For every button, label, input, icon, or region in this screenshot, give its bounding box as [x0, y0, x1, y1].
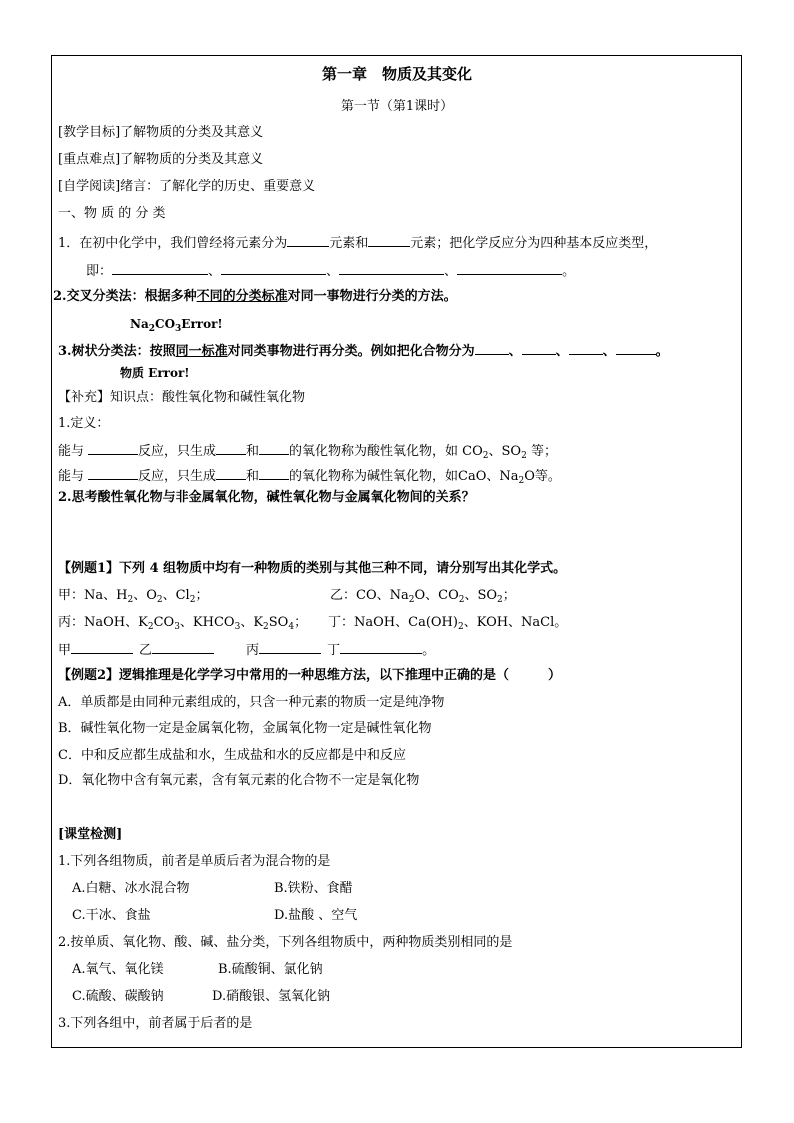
- option-a: A．单质都是由同种元素组成的，只含一种元素的物质一定是纯净物: [58, 695, 445, 710]
- example-2: 【例题2】逻辑推理是化学学习中常用的一种思维方法，以下推理中正确的是（ ）: [58, 668, 562, 683]
- formula-part: O、CO: [414, 588, 459, 603]
- separator: 、: [555, 344, 569, 359]
- formula-part: ；: [195, 588, 209, 603]
- formula-part: CO: [153, 615, 175, 630]
- example-1-group-yi: [330, 588, 516, 604]
- def-text: 、SO: [488, 444, 522, 459]
- answer-label: 丁: [327, 643, 341, 658]
- example-1-group-ding: [328, 615, 567, 631]
- subscript: 2: [521, 451, 527, 461]
- blank: [616, 342, 656, 355]
- def-text: 能与: [58, 469, 85, 484]
- check-2-option-c: C.硫酸、碳酸钠: [72, 989, 164, 1004]
- blank: [152, 641, 214, 654]
- blank: [216, 442, 246, 455]
- subscript: 2: [518, 476, 525, 486]
- definition-heading: 1.定义：: [58, 416, 110, 431]
- subscript: 3: [175, 324, 182, 334]
- option-c: C．中和反应都生成盐和水，生成盐和水的反应都是中和反应: [58, 748, 406, 763]
- question-3: [58, 342, 669, 360]
- def-text: O等。: [524, 469, 561, 484]
- q3-text-b: 对同类事物进行再分类。例如把化合物分为: [227, 344, 475, 359]
- q2-text-a: 2.交叉分类法：根据多种: [53, 289, 197, 304]
- subscript: 3: [234, 622, 241, 632]
- blank: [88, 442, 138, 455]
- subscript: 2: [408, 595, 415, 605]
- example-1-group-bing: [58, 615, 307, 631]
- key-points: [重点难点]了解物质的分类及其意义: [58, 152, 264, 167]
- formula-part: 、KHCO: [179, 615, 235, 630]
- def-text: 和: [246, 469, 260, 484]
- formula-part: 甲：Na、H: [58, 588, 128, 603]
- q1-text-a: 1．在初中化学中，我们曾经将元素分为: [58, 236, 288, 251]
- check-2-option-a: A.氧气、氧化镁: [72, 962, 164, 977]
- subscript: 3: [174, 622, 180, 632]
- check-1-option-a: A.白糖、冰水混合物: [72, 881, 190, 896]
- separator: 、: [444, 264, 458, 279]
- subscript: 2: [458, 595, 465, 605]
- option-d: D．氧化物中含有氧元素，含有氧元素的化合物不一定是氧化物: [58, 773, 420, 788]
- check-question-3: 3.下列各组中，前者属于后者的是: [58, 1016, 253, 1031]
- period: 。: [655, 344, 669, 359]
- formula-part: 、KOH、NaCl。: [463, 615, 568, 630]
- q3-text-a: 3.树状分类法：按照: [58, 344, 176, 359]
- blank: [287, 234, 329, 247]
- blank: [339, 262, 444, 275]
- separator: 、: [508, 344, 522, 359]
- formula-part: 、Cl: [162, 588, 190, 603]
- chapter-title: 第一章 物质及其变化: [321, 65, 472, 83]
- blank: [88, 467, 138, 480]
- answer-label: 丙: [246, 643, 260, 658]
- definition-basic: [58, 467, 561, 485]
- formula-part: 、SO: [464, 588, 498, 603]
- def-text: 的氧化物称为碱性氧化物，如CaO、Na: [289, 469, 519, 484]
- q1-text-c: 元素；把化学反应分为四种基本反应类型，: [410, 236, 658, 251]
- def-text: 和: [246, 444, 260, 459]
- formula-part: ；: [502, 588, 516, 603]
- def-text: 反应，只生成: [138, 444, 217, 459]
- q2-underlined: 不同的分类标准: [196, 289, 288, 304]
- def-text: 反应，只生成: [138, 469, 217, 484]
- def-text: 的氧化物称为酸性氧化物，如 CO: [289, 444, 483, 459]
- formula-part: 、K: [240, 615, 264, 630]
- section-subtitle: 第一节（第1课时）: [340, 99, 454, 114]
- q3-underlined: 同一标准: [175, 344, 228, 359]
- blank: [216, 467, 246, 480]
- q2-text-b: 对同一事物进行分类的方法。: [287, 289, 457, 304]
- subscript: 4: [288, 622, 295, 632]
- blank: [112, 262, 208, 275]
- check-2-option-d: D.硝酸银、氢氧化钠: [212, 989, 331, 1004]
- subscript: 2: [147, 622, 154, 632]
- subscript: 2: [156, 595, 163, 605]
- supplement-heading: 【补充】知识点：酸性氧化物和碱性氧化物: [58, 390, 306, 405]
- teaching-goal: [教学目标]了解物质的分类及其意义: [58, 125, 264, 140]
- subscript: 2: [482, 451, 489, 461]
- page-frame: [51, 55, 742, 1048]
- example-1-answers: [58, 641, 435, 659]
- formula-part: 乙：CO、Na: [330, 588, 409, 603]
- blank: [475, 342, 509, 355]
- question-2: [53, 289, 457, 305]
- formula-part: ；: [294, 615, 308, 630]
- blank: [522, 342, 556, 355]
- formula-part: 丙：NaOH、K: [58, 615, 148, 630]
- subscript: 2: [457, 622, 464, 632]
- formula-part: SO: [268, 615, 289, 630]
- definition-acidic: [58, 442, 557, 460]
- answer-label: 甲: [58, 643, 72, 658]
- example-1: 【例题1】下列 4 组物质中均有一种物质的类别与其他三种不同，请分别写出其化学式。: [58, 561, 567, 576]
- subscript: 2: [263, 622, 269, 632]
- period: 。: [422, 643, 436, 658]
- na2co3-diagram: [130, 316, 223, 332]
- formula-part: 丁：NaOH、Ca(OH): [328, 615, 458, 630]
- matter-diagram: 物质 Error!: [120, 366, 190, 380]
- subscript: 2: [497, 595, 503, 605]
- subscript: 2: [127, 595, 134, 605]
- def-text: 能与: [58, 444, 85, 459]
- section-heading: 一、物 质 的 分 类: [58, 206, 166, 221]
- example-1-group-jia: [58, 588, 208, 604]
- subscript: 2: [189, 595, 196, 605]
- formula-part: Na: [130, 317, 149, 331]
- check-2-option-b: B.硫酸铜、氯化钠: [218, 962, 323, 977]
- separator: 、: [326, 264, 340, 279]
- blank: [368, 234, 410, 247]
- def-text: 等；: [526, 444, 557, 459]
- check-1-option-d: D.盐酸 、空气: [274, 908, 358, 923]
- blank: [259, 442, 289, 455]
- blank: [569, 342, 603, 355]
- check-1-option-b: B.铁粉、食醋: [274, 881, 353, 896]
- check-question-2: 2.按单质、氧化物、酸、碱、盐分类，下列各组物质中，两种物质类别相同的是: [58, 935, 513, 950]
- separator: 、: [602, 344, 616, 359]
- check-1-option-c: C.干冰、食盐: [72, 908, 151, 923]
- self-reading: [自学阅读]绪言：了解化学的历史、重要意义: [58, 179, 316, 194]
- think-question: 2.思考酸性氧化物与非金属氧化物，碱性氧化物与金属氧化物间的关系？: [58, 490, 475, 505]
- blank: [259, 467, 289, 480]
- blank: [221, 262, 326, 275]
- q1-text-b: 元素和: [329, 236, 369, 251]
- option-b: B．碱性氧化物一定是金属氧化物，金属氧化物一定是碱性氧化物: [58, 721, 432, 736]
- check-question-1: 1.下列各组物质，前者是单质后者为混合物的是: [58, 854, 331, 869]
- blank: [457, 262, 562, 275]
- separator: 、: [208, 264, 222, 279]
- blank: [259, 641, 321, 654]
- question-1-cont: [86, 262, 575, 280]
- formula-part: 、O: [133, 588, 157, 603]
- error-text: Error!: [181, 317, 223, 331]
- period: 。: [562, 264, 576, 279]
- answer-label: 乙: [139, 643, 153, 658]
- q1-text-d: 即：: [86, 264, 113, 279]
- formula-part: CO: [155, 317, 176, 331]
- blank: [71, 641, 133, 654]
- blank: [340, 641, 422, 654]
- question-1: [58, 234, 657, 252]
- classroom-check-heading: [课堂检测]: [58, 827, 123, 842]
- subscript: 2: [148, 324, 156, 334]
